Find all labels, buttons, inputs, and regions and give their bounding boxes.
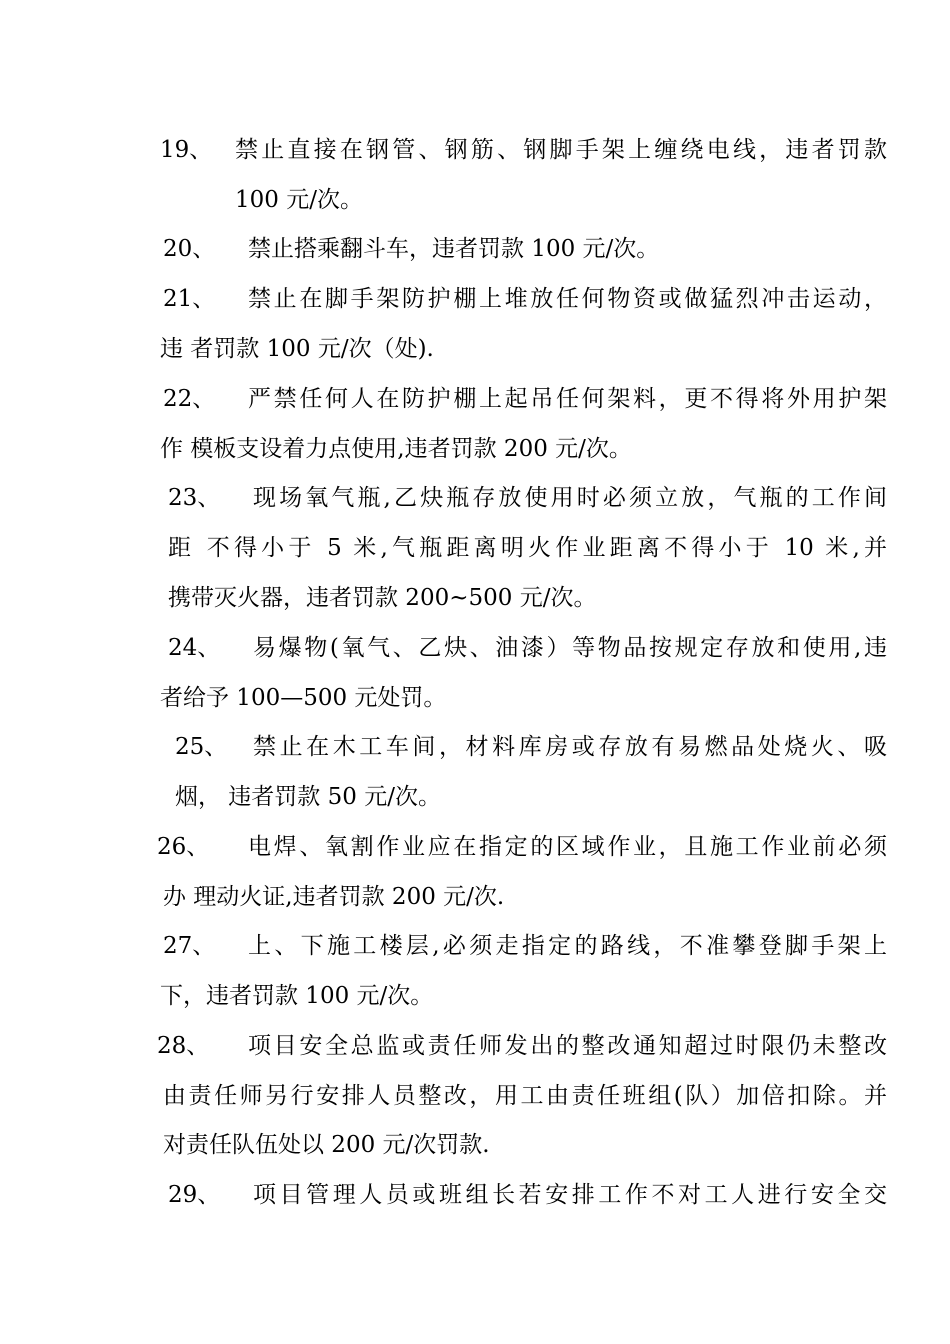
- item-text-line: 由责任师另行安排人员整改，用工由责任班组(队）加倍扣除。并: [163, 1083, 887, 1109]
- item-number: 21、: [163, 286, 216, 312]
- item-number: 28、: [157, 1033, 210, 1059]
- item-number: 23、: [168, 485, 221, 511]
- item-text-line: 禁止在木工车间，材料库房或存放有易燃品处烧火、吸: [253, 734, 887, 760]
- item-text-line: 烟， 违者罚款 50 元/次。: [175, 784, 441, 810]
- item-text-line: 下，违者罚款 100 元/次。: [160, 983, 434, 1009]
- item-text-line: 距 不得小于 5 米,气瓶距离明火作业距离不得小于 10 米,并: [168, 535, 887, 561]
- item-number: 27、: [163, 933, 216, 959]
- item-text-line: 电焊、氧割作业应在指定的区域作业，且施工作业前必须: [248, 834, 887, 860]
- item-text-line: 现场氧气瓶,乙炔瓶存放使用时必须立放，气瓶的工作间: [253, 485, 887, 511]
- item-text-line: 项目管理人员或班组长若安排工作不对工人进行安全交: [253, 1182, 887, 1208]
- item-text-line: 上、下施工楼层,必须走指定的路线，不准攀登脚手架上: [248, 933, 887, 959]
- item-number: 25、: [175, 734, 228, 760]
- item-text-line: 办 理动火证,违者罚款 200 元/次.: [163, 884, 505, 910]
- item-text-line: 携带灭火器，违者罚款 200~500 元/次。: [168, 585, 597, 611]
- item-text-line: 严禁任何人在防护棚上起吊任何架料，更不得将外用护架: [248, 386, 887, 412]
- item-text-line: 违 者罚款 100 元/次（处).: [160, 336, 434, 362]
- item-number: 22、: [163, 386, 216, 412]
- item-text-line: 对责任队伍处以 200 元/次罚款.: [163, 1132, 490, 1158]
- item-text-line: 禁止搭乘翻斗车，违者罚款 100 元/次。: [248, 236, 660, 262]
- item-text-line: 项目安全总监或责任师发出的整改通知超过时限仍未整改: [248, 1033, 887, 1059]
- item-number: 29、: [168, 1182, 221, 1208]
- item-number: 26、: [157, 834, 210, 860]
- item-number: 19、: [160, 137, 213, 163]
- item-number: 24、: [168, 635, 221, 661]
- item-number: 20、: [163, 236, 216, 262]
- item-text-line: 作 模板支设着力点使用,违者罚款 200 元/次。: [160, 436, 632, 462]
- item-text-line: 易爆物(氧气、乙炔、油漆）等物品按规定存放和使用,违: [253, 635, 887, 661]
- item-text-line: 100 元/次。: [235, 187, 363, 213]
- item-text-line: 禁止在脚手架防护棚上堆放任何物资或做猛烈冲击运动，: [248, 286, 887, 312]
- item-text-line: 禁止直接在钢管、钢筋、钢脚手架上缠绕电线，违者罚款: [235, 137, 887, 163]
- item-text-line: 者给予 100—500 元处罚。: [160, 685, 447, 711]
